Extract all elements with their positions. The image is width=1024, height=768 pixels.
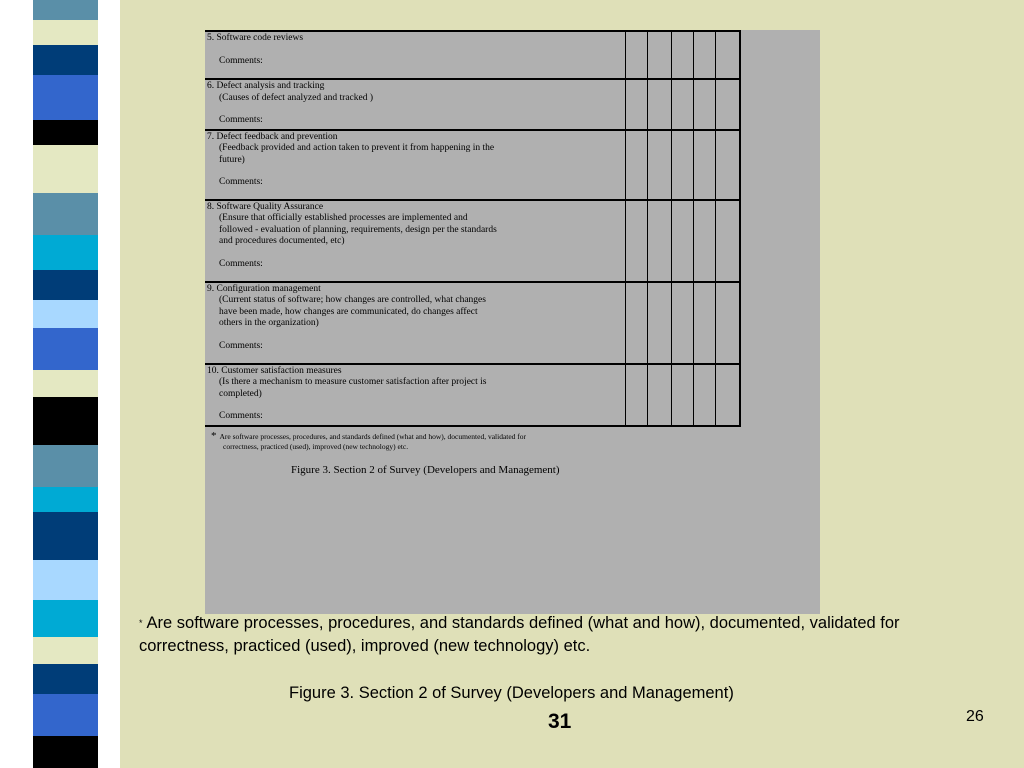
comments-label: Comments:: [219, 177, 263, 187]
survey-form-image: [205, 30, 820, 614]
survey-question: [205, 79, 625, 130]
rating-cell: [647, 200, 671, 282]
comments-label: Comments:: [219, 411, 263, 421]
rating-cell: [693, 364, 715, 426]
comments-label: Comments:: [219, 55, 263, 66]
question-title: 6. Defect analysis and tracking: [207, 81, 325, 91]
slide-number: 26: [966, 708, 984, 725]
rating-cell: [625, 364, 647, 426]
sidebar-stripe: [33, 45, 98, 75]
rating-cell: [625, 31, 647, 79]
rating-cell: [671, 200, 693, 282]
rating-cell: [715, 200, 740, 282]
rating-cell: [715, 79, 740, 130]
survey-question: [205, 282, 625, 364]
sidebar-stripe: [33, 694, 98, 736]
question-description: completed): [219, 388, 262, 399]
sidebar-stripe: [33, 512, 98, 560]
sidebar-stripe: [33, 328, 98, 370]
sidebar-stripe: [33, 487, 98, 512]
page-number-label: 31: [548, 710, 572, 733]
question-title: 8. Software Quality Assurance: [207, 201, 324, 212]
rating-cell: [671, 79, 693, 130]
question-description: followed - evaluation of planning, requirements, design per the standards: [219, 224, 497, 235]
comments-label: Comments:: [219, 258, 263, 269]
survey-table: [205, 30, 741, 427]
sidebar-stripe: [33, 75, 98, 120]
sidebar-stripe: [33, 736, 98, 768]
question-description: and procedures documented, etc): [219, 236, 345, 246]
footnote-asterisk: *: [211, 430, 217, 442]
question-description: (Current status of software; how changes are controlled, what changes: [219, 295, 486, 305]
survey-footnote-line2: correctness, practiced (used), improved (new technology) etc.: [223, 442, 409, 451]
survey-footnote: [211, 431, 631, 452]
rating-cell: [647, 282, 671, 364]
sidebar-stripe: [33, 370, 98, 397]
sidebar-stripe: [33, 20, 98, 45]
rating-cell: [693, 79, 715, 130]
survey-row: [205, 282, 740, 364]
rating-cell: [693, 130, 715, 200]
question-title: 5. Software code reviews: [207, 33, 304, 43]
left-decorative-panel: [0, 0, 120, 768]
rating-cell: [671, 282, 693, 364]
survey-row: [205, 31, 740, 79]
sidebar-stripe: [33, 0, 98, 20]
rating-cell: [625, 282, 647, 364]
rating-cell: [693, 200, 715, 282]
question-title: 7. Defect feedback and prevention: [207, 131, 338, 142]
survey-question: [205, 200, 625, 282]
sidebar-stripe: [33, 600, 98, 637]
sidebar-stripe: [33, 145, 98, 193]
rating-cell: [671, 130, 693, 200]
rating-cell: [715, 282, 740, 364]
figure-caption: Figure 3. Section 2 of Survey (Developers and Management): [289, 684, 734, 702]
rating-cell: [671, 364, 693, 426]
survey-question: [205, 130, 625, 200]
footnote-mark: *: [139, 618, 143, 628]
comments-label: Comments:: [219, 115, 263, 125]
sidebar-stripe: [33, 560, 98, 600]
rating-cell: [693, 282, 715, 364]
rating-cell: [647, 364, 671, 426]
footnote-text: Are software processes, procedures, and standards defined (what and how), documented, validated for correctness, practiced (used), improved (new technology) etc.: [139, 614, 900, 655]
survey-figure-caption: Figure 3. Section 2 of Survey (Developers and Management): [291, 464, 560, 476]
survey-row: [205, 79, 740, 130]
sidebar-stripe: [33, 300, 98, 328]
comments-label: Comments:: [219, 340, 263, 351]
question-description: (Ensure that officially established processes are implemented and: [219, 213, 468, 223]
survey-question: [205, 31, 625, 79]
question-title: 10. Customer satisfaction measures: [207, 365, 342, 376]
question-description: (Is there a mechanism to measure customer satisfaction after project is: [219, 377, 487, 387]
rating-cell: [671, 31, 693, 79]
survey-footnote-line1: Are software processes, procedures, and standards defined (what and how), documented, validated for: [219, 432, 527, 441]
sidebar-stripe: [33, 397, 98, 445]
rating-cell: [715, 31, 740, 79]
rating-cell: [647, 31, 671, 79]
question-description: future): [219, 154, 245, 165]
survey-question: [205, 364, 625, 426]
question-description: (Causes of defect analyzed and tracked ): [219, 92, 374, 103]
rating-cell: [715, 364, 740, 426]
survey-row: [205, 200, 740, 282]
slide-footnote: [139, 612, 969, 658]
question-description: others in the organization): [219, 318, 319, 328]
sidebar-stripe: [33, 270, 98, 300]
question-description: have been made, how changes are communicated, do changes affect: [219, 306, 478, 317]
rating-cell: [715, 130, 740, 200]
striped-sidebar: [33, 0, 98, 768]
rating-cell: [625, 130, 647, 200]
rating-cell: [647, 130, 671, 200]
sidebar-stripe: [33, 445, 98, 487]
rating-cell: [693, 31, 715, 79]
rating-cell: [647, 79, 671, 130]
rating-cell: [625, 200, 647, 282]
question-title: 9. Configuration management: [207, 283, 321, 294]
sidebar-stripe: [33, 637, 98, 664]
sidebar-stripe: [33, 193, 98, 235]
sidebar-stripe: [33, 664, 98, 694]
sidebar-stripe: [33, 120, 98, 145]
survey-row: [205, 130, 740, 200]
sidebar-stripe: [33, 235, 98, 270]
rating-cell: [625, 79, 647, 130]
question-description: (Feedback provided and action taken to prevent it from happening in the: [219, 143, 495, 153]
survey-row: [205, 364, 740, 426]
